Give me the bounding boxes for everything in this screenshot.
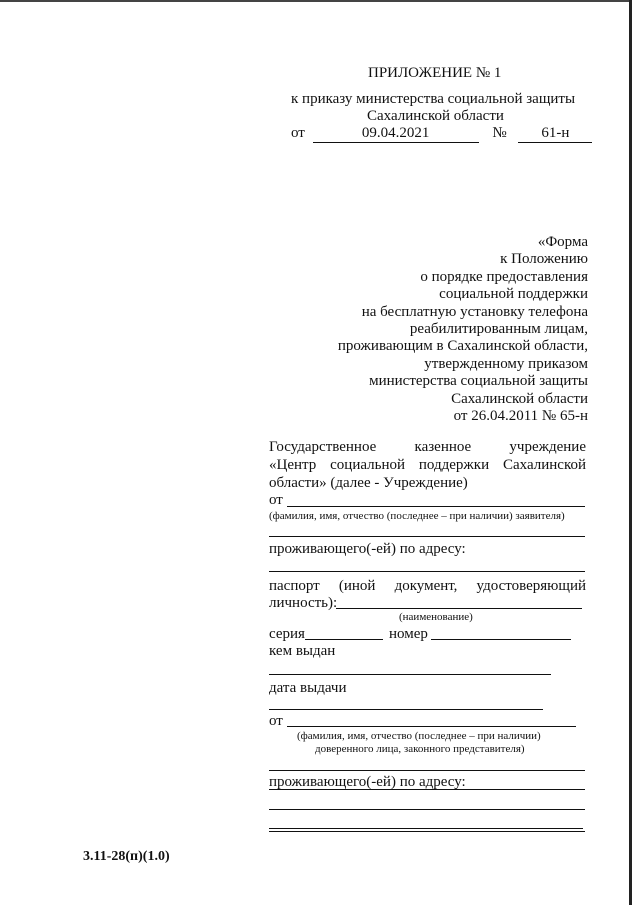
from-label-2: от xyxy=(269,713,283,729)
residing-label: проживающего(-ей) по адресу: xyxy=(269,541,466,557)
address-field-2a[interactable] xyxy=(269,789,585,790)
from-label: от xyxy=(269,492,283,508)
appendix-title: ПРИЛОЖЕНИЕ № 1 xyxy=(368,65,502,81)
residing-label-2: проживающего(-ей) по адресу: xyxy=(269,774,466,790)
issued-by-field[interactable] xyxy=(269,674,551,675)
representative-name-field-2[interactable] xyxy=(269,770,585,771)
number-field[interactable] xyxy=(431,639,571,640)
document-name-field[interactable] xyxy=(336,608,582,609)
form-header-line: Сахалинской области xyxy=(451,390,588,407)
address-field-2b[interactable] xyxy=(269,809,585,810)
doc-name-hint: (наименование) xyxy=(399,611,473,623)
number-label: номер xyxy=(389,626,428,642)
address-field[interactable] xyxy=(269,571,585,572)
addressee-line2: «Центр социальной поддержки Сахалинской xyxy=(269,457,586,473)
form-header-line: проживающим в Сахалинской области, xyxy=(337,338,588,355)
series-label: серия xyxy=(269,626,305,642)
address-field-2d[interactable] xyxy=(269,831,585,832)
appendix-date: 09.04.2021 xyxy=(313,124,479,143)
rep-hint-2: доверенного лица, законного представителя) xyxy=(315,743,525,755)
issued-by-label: кем выдан xyxy=(269,643,336,659)
address-field-2c[interactable] xyxy=(269,828,583,829)
applicant-name-field[interactable] xyxy=(287,506,585,507)
form-header-line: «Форма xyxy=(537,234,588,250)
form-header-line: утвержденному приказом xyxy=(424,355,588,372)
appendix-number: 61-н xyxy=(518,124,592,143)
applicant-name-field-2[interactable] xyxy=(269,536,585,537)
form-header-line: министерства социальной защиты xyxy=(369,373,588,390)
representative-name-field[interactable] xyxy=(287,726,576,727)
appendix-num-label: № xyxy=(492,125,507,141)
issue-date-label: дата выдачи xyxy=(269,680,347,696)
form-header xyxy=(338,234,588,425)
passport-line1: паспорт (иной документ, удостоверяющий xyxy=(269,578,586,594)
form-header-line: о порядке предоставления xyxy=(420,268,588,285)
appendix-from-label: от xyxy=(291,125,305,141)
form-header-line: на бесплатную установку телефона xyxy=(361,303,588,320)
form-header-line: социальной поддержки xyxy=(439,286,588,303)
form-header-line: от 26.04.2011 № 65-н xyxy=(453,408,588,425)
addressee-line1: Государственное казенное учреждение xyxy=(269,439,586,455)
scan-top-edge xyxy=(0,0,632,2)
footer-code: 3.11-28(п)(1.0) xyxy=(83,849,170,864)
passport-line2: личность): xyxy=(269,595,338,611)
series-field[interactable] xyxy=(305,639,383,640)
rep-hint-1: (фамилия, имя, отчество (последнее – при наличии) xyxy=(297,730,541,742)
form-header-line: реабилитированным лицам, xyxy=(409,321,588,338)
appendix-line1: к приказу министерства социальной защиты xyxy=(291,91,576,107)
applicant-hint: (фамилия, имя, отчество (последнее – при наличии) заявителя) xyxy=(269,510,565,522)
form-header-line: к Положению xyxy=(500,251,588,268)
appendix-line2: Сахалинской области xyxy=(367,108,504,124)
appendix-from-row xyxy=(291,124,592,143)
issue-date-field[interactable] xyxy=(269,709,543,710)
addressee-line3: области» (далее - Учреждение) xyxy=(269,475,468,491)
